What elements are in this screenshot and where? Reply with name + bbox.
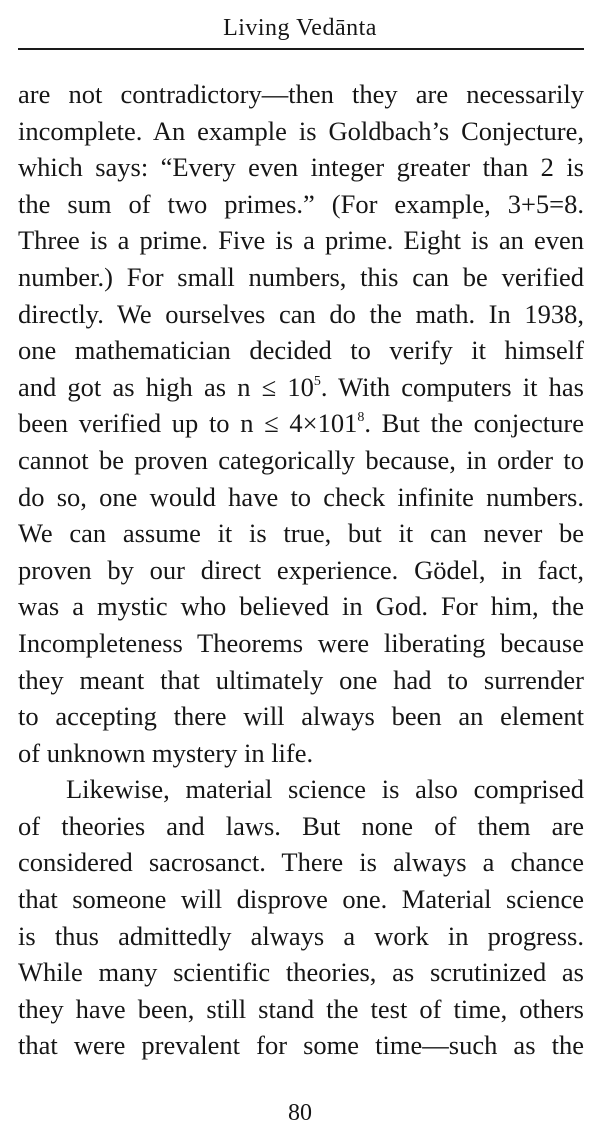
page-number: 80 (288, 1100, 312, 1126)
body-text (18, 76, 584, 1064)
text-line: they meant that ultimately one had to surrender (18, 664, 584, 695)
text-line: While many scientific theories, as scrutinized as (18, 957, 584, 988)
paragraph (18, 771, 584, 1064)
header-rule (18, 48, 584, 50)
text-segment: been verified up to n ≤ 4×101 (18, 408, 358, 439)
text-segment: . With computers it has (320, 371, 584, 402)
superscript: 5 (313, 373, 321, 389)
paragraph (18, 76, 584, 771)
text-line: to accepting there will always been an element (18, 701, 584, 732)
text-line: We can assume it is true, but it can never be (18, 518, 584, 549)
running-head: Living Vedānta (223, 15, 377, 41)
text-line: Incompleteness Theorems were liberating because (18, 627, 584, 658)
text-line: that were prevalent for some time—such as the (18, 1030, 584, 1061)
text-line: Likewise, material science is also comprised (66, 774, 584, 805)
text-line: which says: “Every even integer greater than 2 is (18, 152, 584, 183)
text-line: proven by our direct experience. Gödel, in fact, (18, 554, 584, 585)
text-line: directly. We ourselves can do the math. In 1938, (18, 298, 584, 329)
text-line: of theories and laws. But none of them are (18, 810, 584, 841)
text-segment: . But the conjecture (364, 408, 584, 439)
text-line: they have been, still stand the test of time, others (18, 993, 584, 1024)
text-line (18, 405, 584, 442)
text-line: incomplete. An example is Goldbach’s Conjecture, (18, 115, 584, 146)
text-line: of unknown mystery in life. (18, 737, 314, 768)
text-line: was a mystic who believed in God. For him, the (18, 591, 584, 622)
text-line: cannot be proven categorically because, in order to (18, 444, 584, 475)
text-line: that someone will disprove one. Material science (18, 884, 584, 915)
text-line: considered sacrosanct. There is always a chance (18, 847, 584, 878)
text-line: do so, one would have to check infinite numbers. (18, 481, 584, 512)
text-line: Three is a prime. Five is a prime. Eight is an even (18, 225, 584, 256)
text-line (18, 369, 584, 406)
superscript: 8 (357, 410, 365, 426)
text-line: one mathematician decided to verify it himself (18, 335, 584, 366)
text-line: is thus admittedly always a work in progress. (18, 920, 584, 951)
text-line: are not contradictory—then they are necessarily (18, 79, 584, 109)
text-segment: and got as high as n ≤ 10 (18, 371, 314, 402)
text-line: the sum of two primes.” (For example, 3+5=8. (18, 188, 584, 219)
text-line: number.) For small numbers, this can be verified (18, 261, 584, 292)
